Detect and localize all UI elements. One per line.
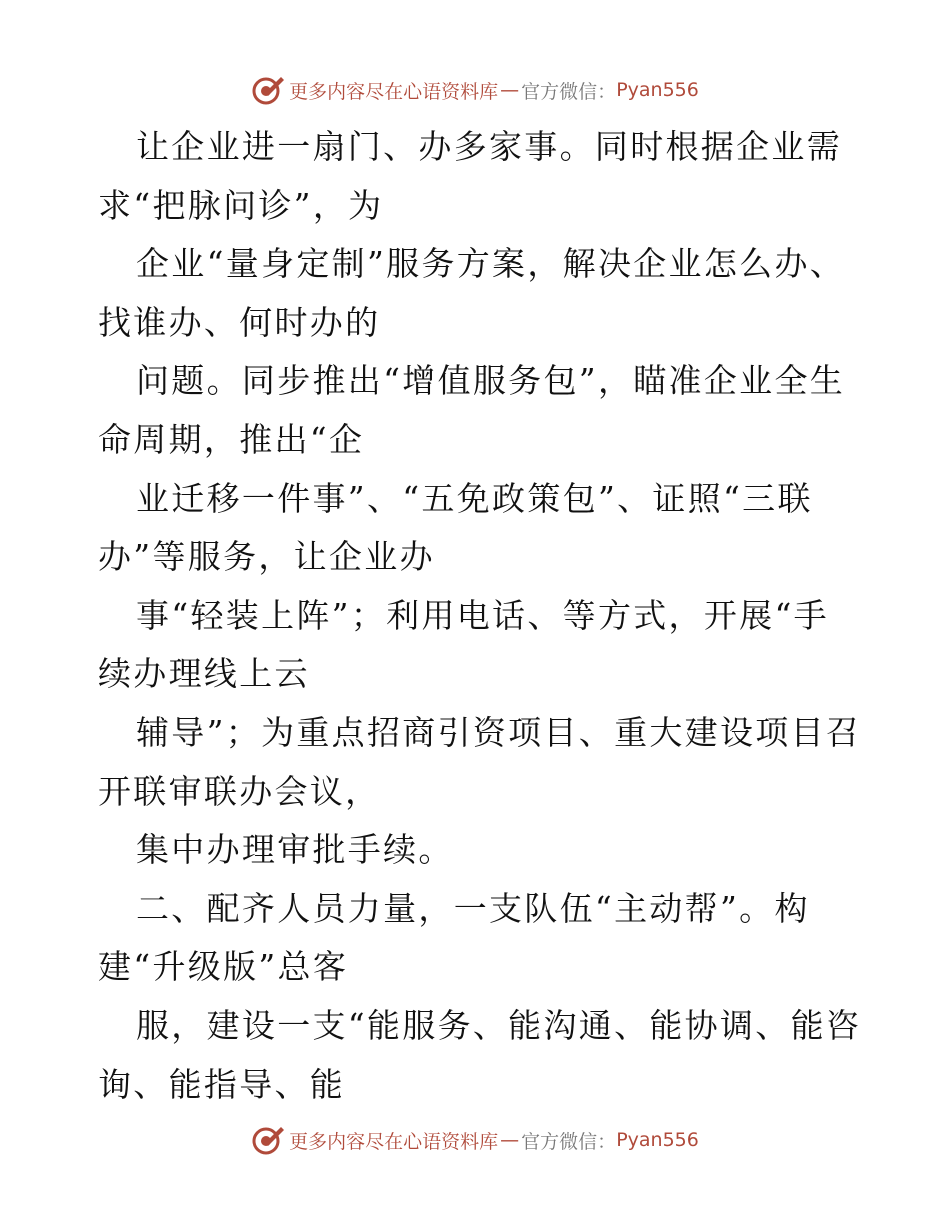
watermark-wechat-label: 官方微信： bbox=[521, 1130, 617, 1153]
text-line: 业迁移一件事”、“五免政策包”、证照“三联 bbox=[136, 478, 813, 518]
text-line: 办”等服务，让企业办 bbox=[98, 537, 435, 577]
footer-watermark bbox=[0, 1120, 950, 1160]
pen-logo-icon bbox=[251, 1123, 285, 1157]
watermark-wechat-id: Pyan556 bbox=[616, 79, 699, 101]
text-line: 辅导”；为重点招商引资项目、重大建设项目召 bbox=[136, 712, 862, 752]
watermark-brand: 更多内容尽在心语资料库 bbox=[289, 80, 499, 103]
text-line: 建“升级版”总客 bbox=[98, 947, 349, 987]
text-line: 让企业进一扇门、办多家事。同时根据企业需 bbox=[136, 127, 842, 166]
text-line: 命周期，推出“企 bbox=[98, 419, 365, 459]
text-line: 求“把脉问诊”，为 bbox=[98, 185, 384, 225]
text-line: 找谁办、何时办的 bbox=[98, 302, 381, 342]
text-line: 询、能指导、能 bbox=[98, 1064, 346, 1104]
text-line: 问题。同步推出“增值服务包”，瞄准企业全生 bbox=[136, 361, 846, 401]
header-watermark bbox=[0, 70, 950, 110]
watermark-separator: — bbox=[500, 1129, 520, 1151]
text-line: 二、配齐人员力量，一支队伍“主动帮”。构 bbox=[136, 888, 810, 928]
watermark-brand: 更多内容尽在心语资料库 bbox=[289, 1130, 499, 1153]
watermark-wechat-id: Pyan556 bbox=[616, 1129, 699, 1151]
document-body bbox=[98, 118, 862, 1114]
text-line: 事“轻装上阵”；利用电话、等方式，开展“手 bbox=[136, 595, 829, 635]
text-line: 续办理线上云 bbox=[98, 654, 310, 694]
text-line: 服，建设一支“能服务、能沟通、能协调、能咨 bbox=[136, 1005, 862, 1045]
text-line: 集中办理审批手续。 bbox=[136, 830, 454, 870]
watermark-wechat-label: 官方微信： bbox=[521, 80, 617, 103]
watermark-separator: — bbox=[500, 79, 520, 101]
pen-logo-icon bbox=[251, 73, 285, 107]
text-line: 企业“量身定制”服务方案，解决企业怎么办、 bbox=[136, 244, 846, 284]
text-line: 开联审联办会议， bbox=[98, 771, 381, 811]
